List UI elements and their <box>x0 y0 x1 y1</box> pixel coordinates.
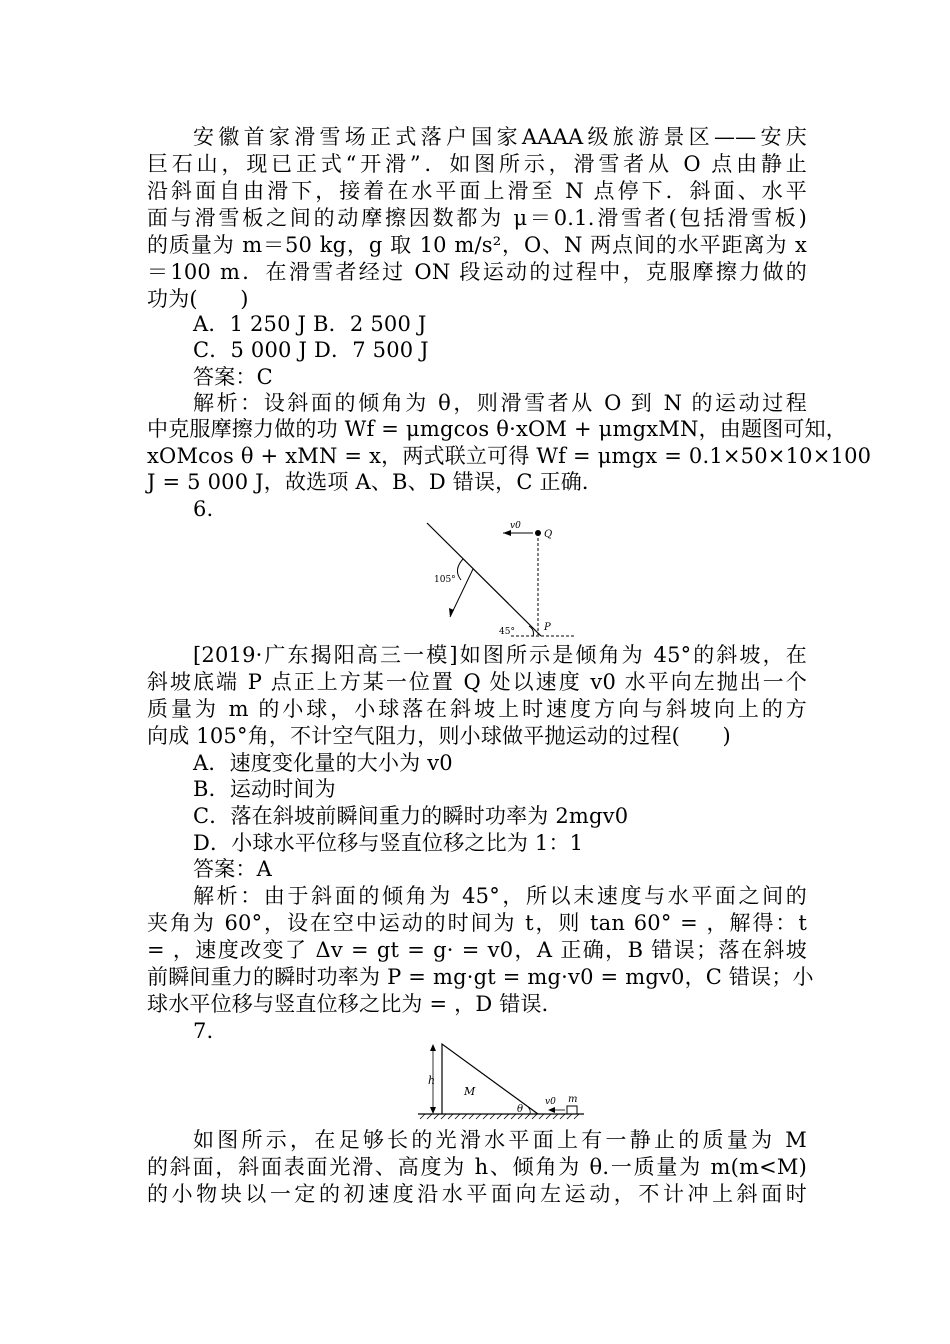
q6-analysis-4: 前瞬间重力的瞬时功率为 P = mg·gt = mg·v0 = mgv0，C 错误；小 <box>147 965 814 989</box>
theta-label: θ <box>517 1104 524 1115</box>
q7-line-1: 如图所示，在足够长的光滑水平面上有一静止的质量为 M <box>193 1128 807 1152</box>
v0-label: v0 <box>510 521 521 531</box>
q6-analysis-3: = ，速度改变了 Δv = gt = g· = v0，A 正确，B 错误；落在斜坡 <box>147 938 807 962</box>
q6-line-1: [2019·广东揭阳高三一模]如图所示是倾角为 45°的斜坡，在 <box>193 643 807 667</box>
q7-number: 7. <box>193 1019 214 1043</box>
q6-analysis-1: 解析：由于斜面的倾角为 45°，所以末速度与水平面之间的 <box>193 884 807 908</box>
angle-105-arc <box>457 559 463 580</box>
q6-figure <box>425 518 580 643</box>
q5-analysis-4: J = 5 000 J，故选项 A、B、D 错误，C 正确． <box>147 470 604 494</box>
ground-hatch <box>420 1114 579 1119</box>
q6-line-4: 向成 105°角，不计空气阻力，则小球做平抛运动的过程( ) <box>147 724 731 748</box>
q7-figure <box>412 1040 592 1122</box>
q5-analysis-3: xOMcos θ + xMN = x，两式联立可得 Wf = μmgx = 0.1×50×10×100 <box>147 444 872 468</box>
q6-option-d: D．小球水平位移与竖直位移之比为 1：1 <box>193 831 584 855</box>
angle-45-label: 45° <box>499 627 515 637</box>
mass-m-label: M <box>464 1085 476 1098</box>
q6-option-c: C．落在斜坡前瞬间重力的瞬时功率为 2mgv0 <box>193 804 629 828</box>
q6-analysis-2: 夹角为 60°，设在空中运动的时间为 t，则 tan 60° = ，解得：t <box>147 911 807 935</box>
q6-line-2: 斜坡底端 P 点正上方某一位置 Q 处以速度 v0 水平向左抛出一个 <box>147 670 807 694</box>
v0-label: v0 <box>545 1097 556 1107</box>
q5-line-3: 沿斜面自由滑下，接着在水平面上滑至 N 点停下．斜面、水平 <box>147 179 807 203</box>
q5-line-6: ＝100 m．在滑雪者经过 ON 段运动的过程中，克服摩擦力做的 <box>147 260 807 284</box>
q5-line-1: 安徽首家滑雪场正式落户国家AAAA级旅游景区——安庆 <box>193 125 807 149</box>
q5-analysis-2: 中克服摩擦力做的功 Wf = μmgcos θ·xOM + μmgxMN，由题图可知， <box>147 417 847 441</box>
height-arrow-down-icon <box>430 1107 436 1114</box>
p-label: P <box>544 622 551 633</box>
q5-line-2: 巨石山，现已正式“开滑”．如图所示，滑雪者从 O 点由静止 <box>147 152 807 176</box>
q-label: Q <box>544 529 553 540</box>
q6-answer: 答案：A <box>193 857 272 881</box>
h-label: h <box>428 1074 436 1087</box>
q6-number: 6. <box>193 497 214 521</box>
q6-line-3: 质量为 m 的小球，小球落在斜坡上时速度方向与斜坡向上的方 <box>147 697 807 721</box>
point-q <box>535 530 541 536</box>
v0-arrowhead-icon <box>548 1107 555 1113</box>
q6-option-b: B．运动时间为 <box>193 777 336 801</box>
incline-wedge <box>442 1044 538 1114</box>
q5-answer: 答案：C <box>193 365 273 389</box>
q5-analysis-1: 解析：设斜面的倾角为 θ，则滑雪者从 O 到 N 的运动过程 <box>193 391 807 415</box>
q5-option-cd: C．5 000 J D．7 500 J <box>193 338 429 362</box>
angle-105-label: 105° <box>434 575 456 585</box>
q5-line-7: 功为( ) <box>147 287 249 311</box>
q5-line-4: 面与滑雪板之间的动摩擦因数都为 μ＝0.1.滑雪者(包括滑雪板) <box>147 206 807 230</box>
q7-line-2: 的斜面，斜面表面光滑、高度为 h、倾角为 θ.一质量为 m(m<M) <box>147 1155 807 1179</box>
q6-option-a: A．速度变化量的大小为 v0 <box>193 751 453 775</box>
height-arrow-up-icon <box>430 1044 436 1051</box>
q6-analysis-5: 球水平位移与竖直位移之比为 = ，D 错误． <box>147 992 563 1016</box>
q5-option-ab: A．1 250 J B．2 500 J <box>193 312 427 336</box>
small-block <box>567 1106 577 1114</box>
q7-line-3: 的小物块以一定的初速度沿水平面向左运动，不计冲上斜面时 <box>147 1182 807 1206</box>
small-m-label: m <box>568 1094 578 1105</box>
q5-line-5: 的质量为 m＝50 kg，g 取 10 m/s²，O、N 两点间的水平距离为 x <box>147 233 807 257</box>
